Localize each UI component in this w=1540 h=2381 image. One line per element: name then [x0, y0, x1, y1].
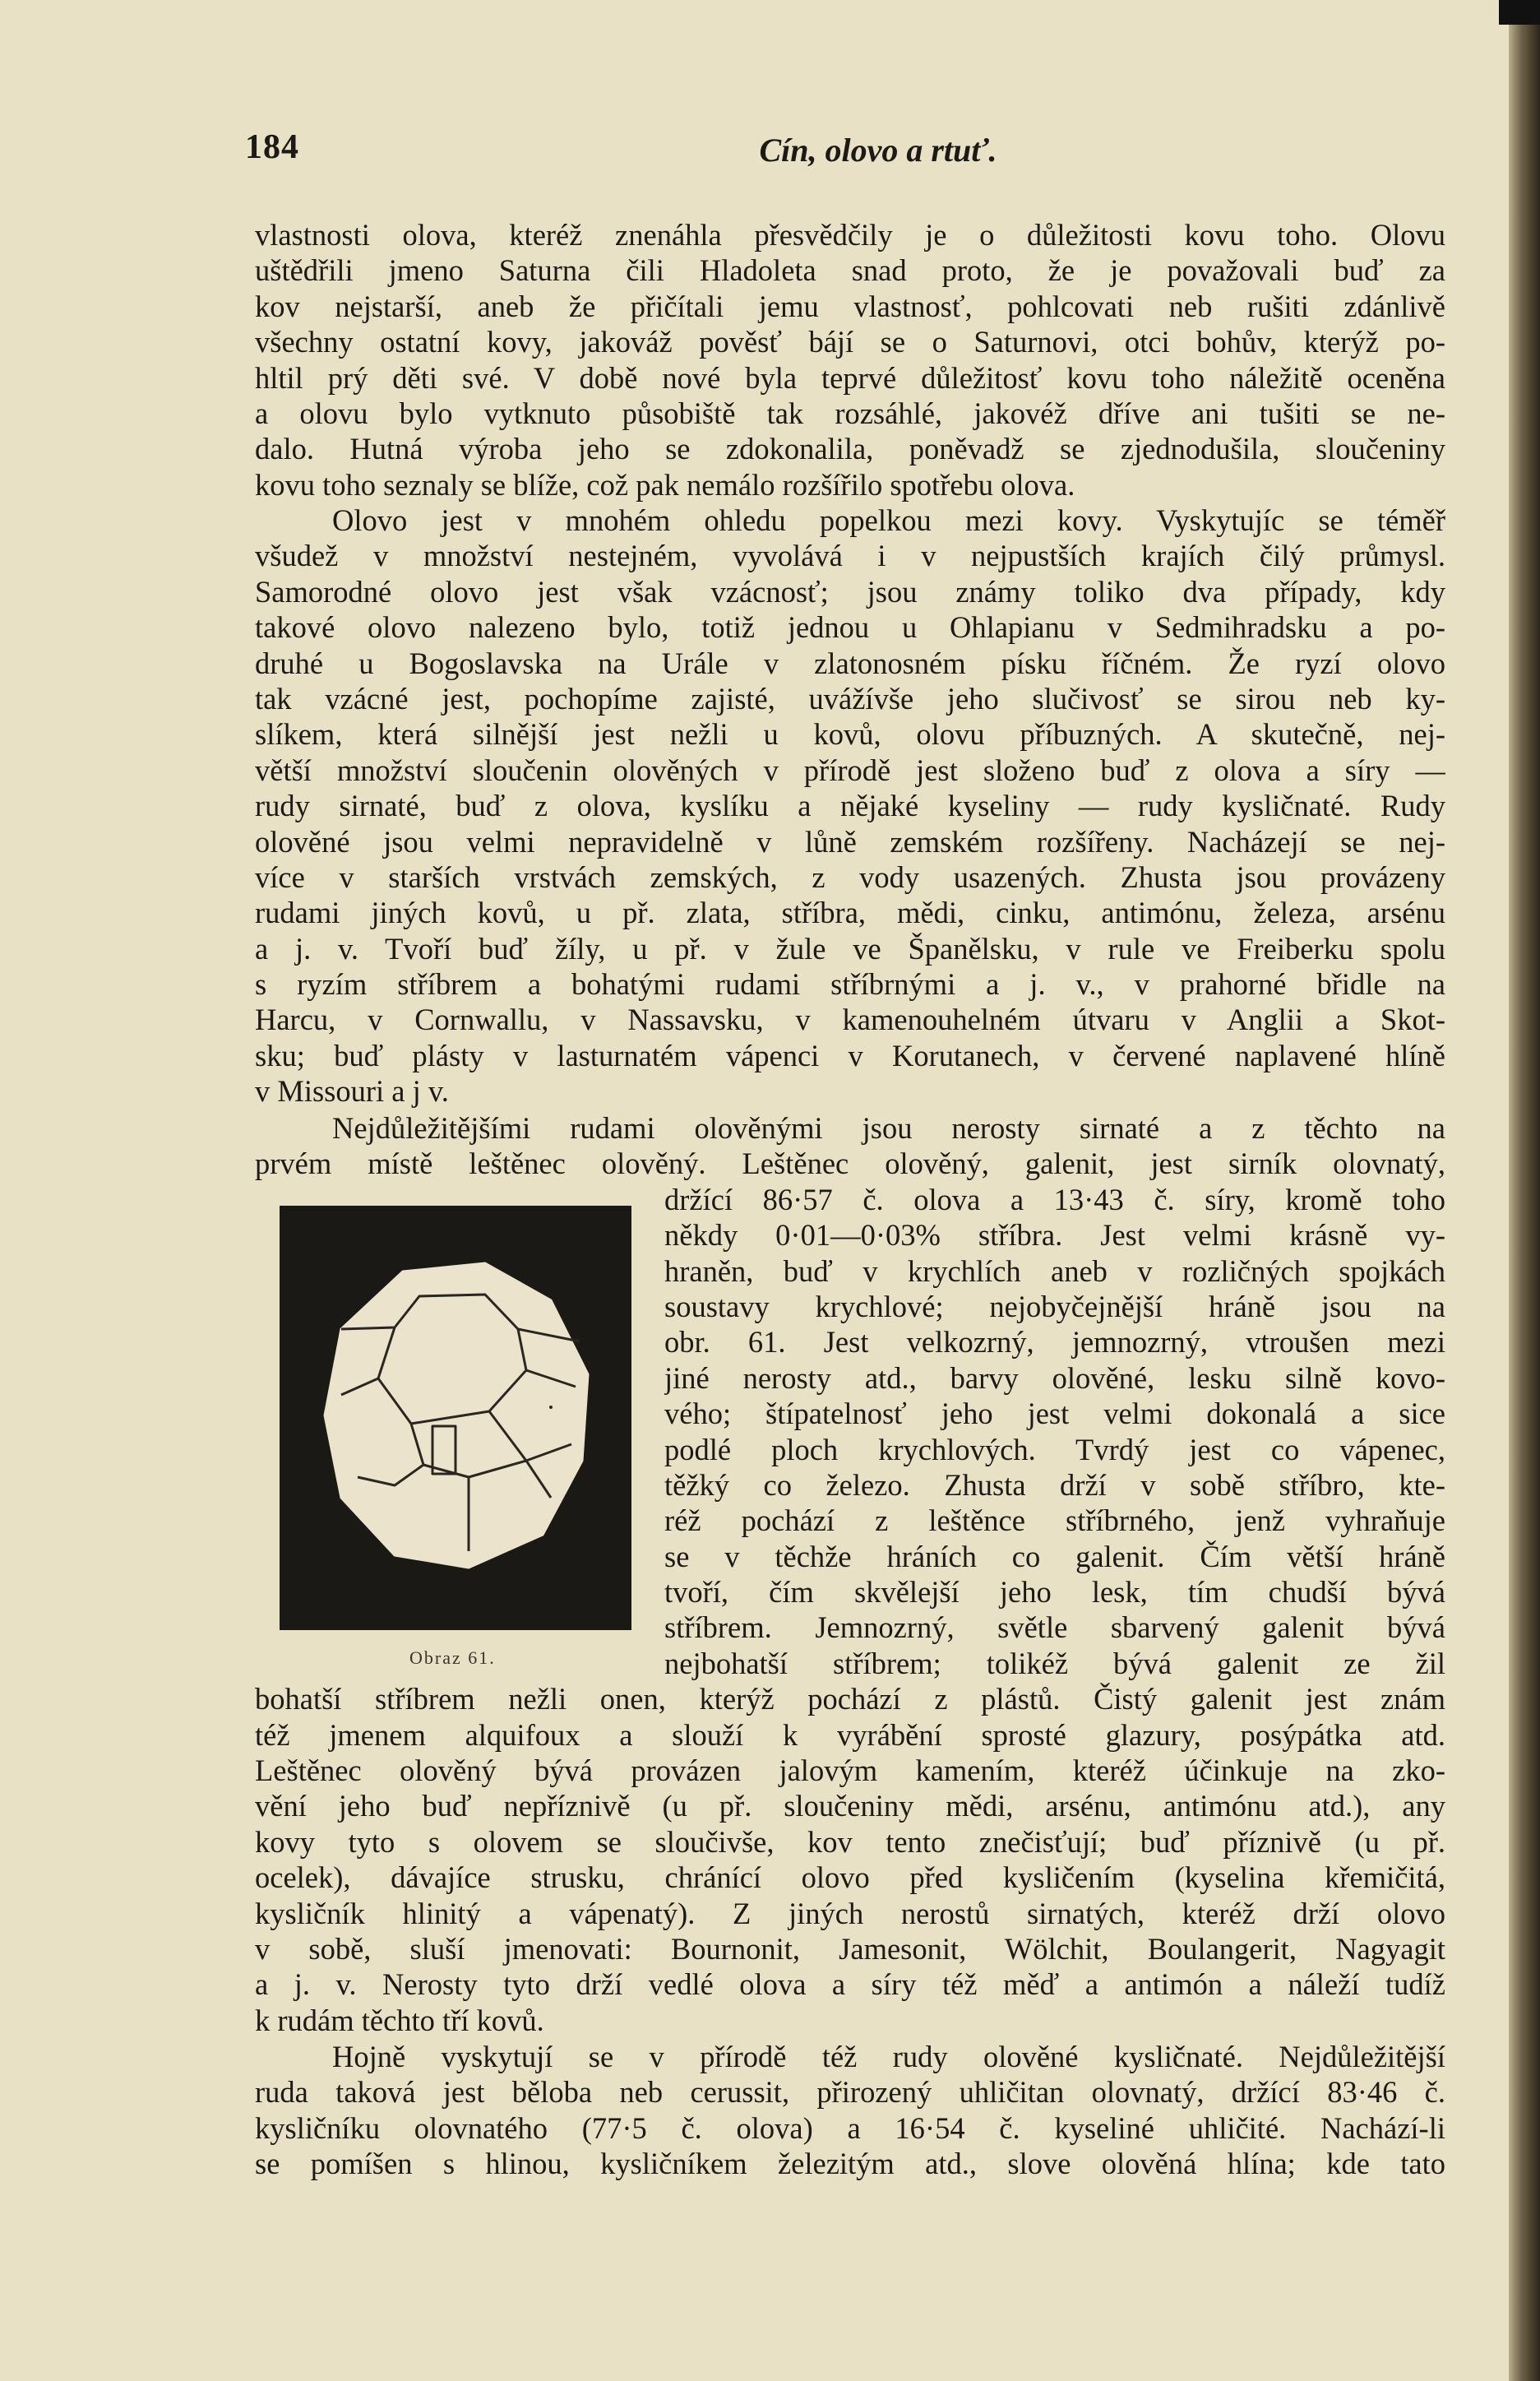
text-line: někdy 0·01—0·03% stříbra. Jest velmi krásně vy- — [664, 1218, 1445, 1253]
text-line: Hojně vyskytují se v přírodě též rudy olověné kysličnaté. Nejdůležitější — [332, 2040, 1445, 2073]
text-line: též jmenem alquifoux a slouží k vyrábění sprosté glazury, posýpátka atd. — [255, 1717, 1445, 1752]
paragraph-1 — [255, 217, 1445, 503]
text-line: ocelek), dávajíce strusku, chránící olovo před kysličením (kyselina křemičitá, — [255, 1860, 1445, 1895]
text-line: držící 86·57 č. olova a 13·43 č. síry, kromě toho — [664, 1182, 1445, 1216]
text-line: hraněn, buď v krychlích aneb v rozličných spojkách — [664, 1253, 1445, 1288]
text-line: Leštěnec olověný bývá provázen jalovým kamením, kteréž účinkuje na zko- — [255, 1753, 1445, 1788]
text-line: větší množství sloučenin olověných v přírodě jest složeno buď z olova a síry — — [255, 753, 1445, 787]
page-number: 184 — [245, 128, 299, 166]
text-line: nejbohatší stříbrem; tolikéž bývá galenit ze žil — [664, 1646, 1445, 1680]
text-line: rudy sirnaté, buď z olova, kyslíku a nějaké kyseliny — rudy kysličnaté. Rudy — [255, 789, 1445, 823]
text-line: tvoří, čím skvělejší jeho lesk, tím chudší bývá — [664, 1575, 1445, 1610]
text-line: těžký co železo. Zhusta drží v sobě stříbro, kte- — [664, 1467, 1445, 1502]
text-line: k rudám těchto tří kovů. — [255, 2003, 544, 2037]
paragraph-4 — [255, 2039, 1445, 2182]
text-line: vého; štípatelnosť jeho jest velmi dokonalá a sice — [664, 1397, 1445, 1431]
page-corner — [1499, 0, 1540, 25]
text-line: kov nejstarší, aneb že přičítali jemu vlastnosť, pohlcovati neb rušiti zdánlivě — [255, 289, 1445, 323]
text-line: uštědřili jmeno Saturna čili Hladoleta snad proto, že je považovali buď za — [255, 253, 1445, 288]
text-line: Olovo jest v mnohém ohledu popelkou mezi kovy. Vyskytujíc se téměř — [332, 503, 1445, 537]
text-line: soustavy krychlové; nejobyčejnější hráně jsou na — [664, 1289, 1445, 1323]
text-line: Samorodné olovo jest však vzácnosť; jsou známy toliko dva případy, kdy — [255, 574, 1445, 609]
text-line: všudež v množství nestejném, vyvolává i v nejpustších krajích čilý průmysl. — [255, 539, 1445, 573]
text-line: se v těchže hráních co galenit. Čím větší hráně — [664, 1539, 1445, 1573]
text-line: podlé ploch krychlových. Tvrdý jest co vápenec, — [664, 1432, 1445, 1466]
text-line: stříbrem. Jemnozrný, světle sbarvený galenit bývá — [664, 1610, 1445, 1645]
text-line: prvém místě leštěnec olověný. Leštěnec olověný, galenit, jest sirník olovnatý, — [255, 1146, 1445, 1181]
text-line: kovy tyto s olovem se sloučivše, kov tento znečisťují; buď příznivě (u př. — [255, 1824, 1445, 1859]
text-line: ruda taková jest běloba neb cerussit, přirozený uhličitan olovnatý, držící 83·46 č. — [255, 2075, 1445, 2110]
text-line: druhé u Bogoslavska na Urále v zlatonosném písku říčném. Že ryzí olovo — [255, 646, 1445, 680]
running-title: Cín, olovo a rtuť. — [759, 132, 997, 169]
text-line: rudami jiných kovů, u př. zlata, stříbra, mědi, cinku, antimónu, železa, arsénu — [255, 896, 1445, 930]
text-line: tak vzácné jest, pochopíme zajisté, uvážívše jeho slučivosť se sirou neb ky- — [255, 681, 1445, 716]
text-line: kysličník hlinitý a vápenatý). Z jiných nerostů sirnatých, kteréž drží olovo — [255, 1896, 1445, 1930]
paragraph-2 — [255, 503, 1445, 1109]
crystal-figure — [280, 1206, 631, 1630]
text-line: hltil prý děti své. V době nové byla teprvé důležitosť kovu toho náležitě oceněna — [255, 360, 1445, 395]
text-line: olověné jsou velmi nepravidelně v lůně zemském rozšířeny. Nacházejí se nej- — [255, 824, 1445, 859]
text-line: se pomíšen s hlinou, kysličníkem železitým atd., slove olověná hlína; kde tato — [255, 2147, 1445, 2181]
text-line: réž pochází z leštěnce stříbrného, jenž vyhraňuje — [664, 1503, 1445, 1538]
text-line: v sobě, sluší jmenovati: Bournonit, Jamesonit, Wölchit, Boulangerit, Nagyagit — [255, 1931, 1445, 1966]
text-line: slíkem, která silnější jest nežli u kovů, olovu příbuzných. A skutečně, nej- — [255, 717, 1445, 752]
crystal-drawing — [280, 1206, 631, 1630]
text-line: více v starších vrstvách zemských, z vody usazených. Zhusta jsou provázeny — [255, 859, 1445, 894]
text-line: sku; buď plásty v lasturnatém vápenci v Korutanech, v červené naplavené hlíně — [255, 1038, 1445, 1072]
text-line: vlastnosti olova, kteréž znenáhla přesvědčily je o důležitosti kovu toho. Olovu — [255, 218, 1445, 252]
figure-caption: Obraz 61. — [409, 1647, 496, 1668]
text-line: s ryzím stříbrem a bohatými rudami stříbrnými a j. v., v prahorné břidle na — [255, 967, 1445, 1002]
text-line: dalo. Hutná výroba jeho se zdokonalila, poněvadž se zjednodušila, sloučeniny — [255, 432, 1445, 466]
text-line: a olovu bylo vytknuto působiště tak rozsáhlé, jakovéž dříve ani tušiti se ne- — [255, 396, 1445, 430]
text-line: všechny ostatní kovy, jakováž pověsť bájí se o Saturnovi, otci bohův, kterýž po- — [255, 325, 1445, 359]
text-line: Nejdůležitějšími rudami olověnými jsou nerosty sirnaté a z těchto na — [332, 1111, 1445, 1145]
text-line: vění jeho buď nepříznivě (u př. sloučeniny mědi, arsénu, antimónu atd.), any — [255, 1789, 1445, 1823]
text-line: kovu toho seznaly se blíže, což pak nemálo rozšířilo spotřebu olova. — [255, 467, 1075, 502]
text-line: v Missouri a j v. — [255, 1074, 449, 1109]
text-line: Harcu, v Cornwallu, v Nassavsku, v kamenouhelném útvaru v Anglii a Skot- — [255, 1003, 1445, 1037]
text-line: bohatší stříbrem nežli onen, kterýž pochází z plástů. Čistý galenit jest znám — [255, 1682, 1445, 1716]
text-line: takové olovo nalezeno bylo, totiž jednou u Ohlapianu v Sedmihradsku a po- — [255, 610, 1445, 645]
text-line: a j. v. Tvoří buď žíly, u př. v žule ve Španělsku, v rule ve Freiberku spolu — [255, 931, 1445, 966]
text-line: jiné nerosty atd., barvy olověné, lesku silně kovo- — [664, 1360, 1445, 1395]
page-edge — [1509, 0, 1540, 2381]
text-line: kysličníku olovnatého (77·5 č. olova) a 16·54 č. kyseliné uhličité. Nachází-li — [255, 2110, 1445, 2145]
text-line: obr. 61. Jest velkozrný, jemnozrný, vtroušen mezi — [664, 1325, 1445, 1360]
crystal-dot — [549, 1406, 553, 1409]
text-line: a j. v. Nerosty tyto drží vedlé olova a síry též měď a antimón a náleží tudíž — [255, 1967, 1445, 2002]
page-header — [245, 127, 1445, 177]
